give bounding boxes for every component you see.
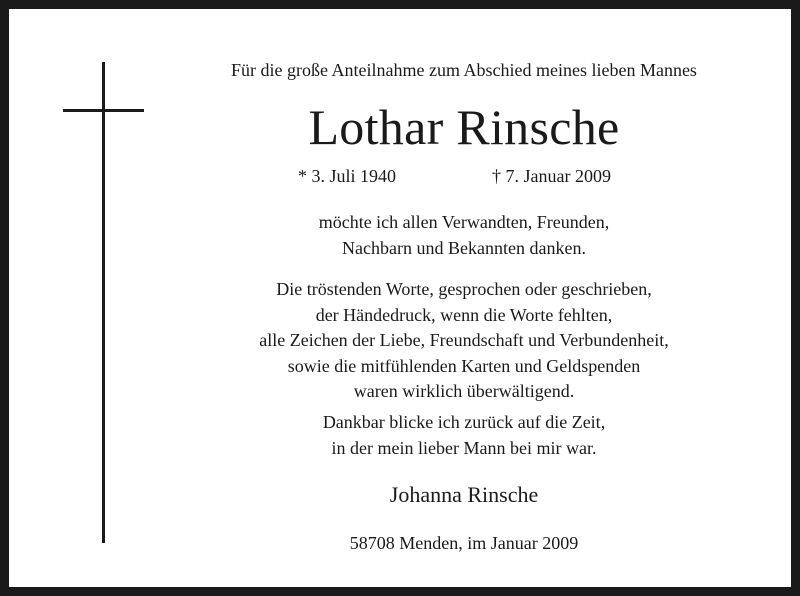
comfort-paragraph <box>149 277 779 405</box>
deceased-name: Lothar Rinsche <box>308 99 620 155</box>
death-date: † 7. Januar 2009 <box>492 166 611 186</box>
thanks-line: Nachbarn und Bekannten danken. <box>342 237 586 258</box>
cross-horizontal-bar <box>63 109 144 112</box>
comfort-line: der Händedruck, wenn die Worte fehlten, <box>315 304 613 325</box>
thanks-line: möchte ich allen Verwandten, Freunden, <box>318 212 610 232</box>
intro-text: Für die große Anteilnahme zum Abschied meines lieben Mannes <box>231 60 697 80</box>
signature-name: Johanna Rinsche <box>389 482 539 507</box>
comfort-line: Die tröstenden Worte, gesprochen oder geschrieben, <box>276 279 652 299</box>
comfort-line: sowie die mitfühlenden Karten und Geldspenden <box>287 355 641 376</box>
place-and-date: 58708 Menden, im Januar 2009 <box>349 533 579 553</box>
life-dates <box>149 164 779 188</box>
comfort-line: waren wirklich überwältigend. <box>353 381 575 401</box>
gratitude-line: Dankbar blicke ich zurück auf die Zeit, <box>322 412 606 432</box>
thanks-paragraph <box>149 210 779 261</box>
cross-vertical-bar <box>102 62 105 543</box>
gratitude-line: in der mein lieber Mann bei mir war. <box>331 437 597 458</box>
comfort-line: alle Zeichen der Liebe, Freundschaft und Verbundenheit, <box>259 330 669 350</box>
gratitude-paragraph <box>149 410 779 461</box>
birth-date: * 3. Juli 1940 <box>298 166 397 186</box>
